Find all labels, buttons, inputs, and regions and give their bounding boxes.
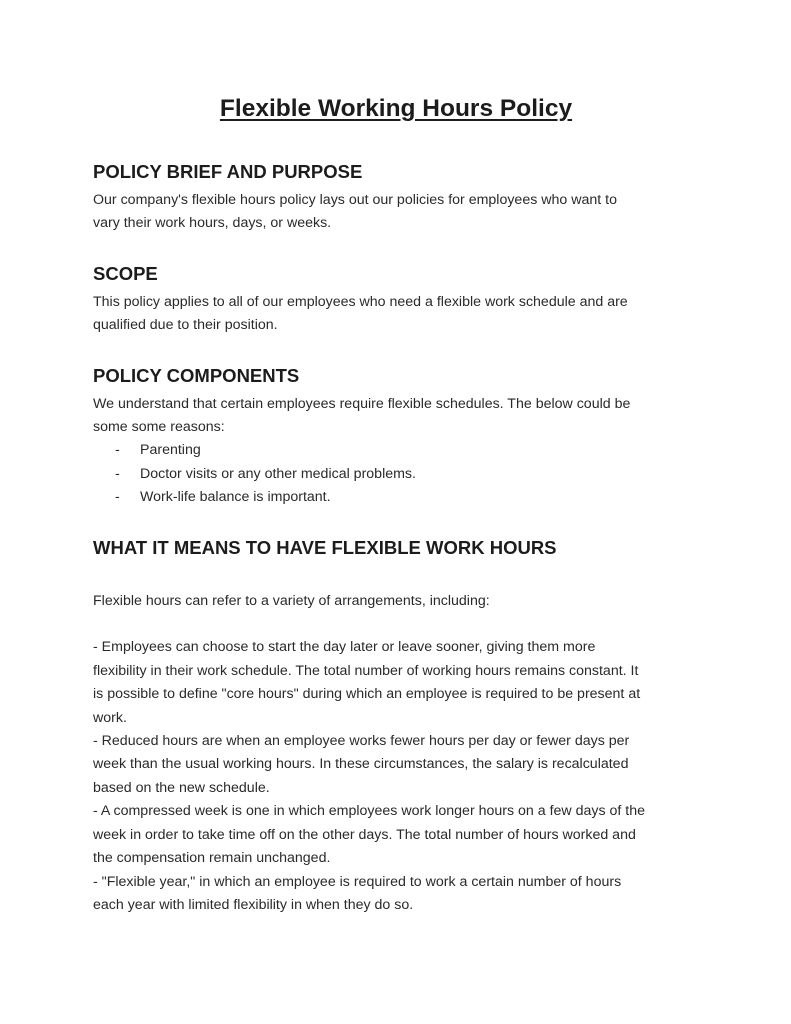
list-item	[115, 486, 699, 509]
reasons-list	[93, 439, 699, 509]
list-item-text: Doctor visits or any other medical problems.	[140, 465, 416, 482]
paragraph-line: week in order to take time off on the other days. The total number of hours worked and	[93, 826, 636, 843]
section-scope	[93, 262, 699, 338]
section-policy-brief	[93, 160, 699, 236]
paragraph-line: some some reasons:	[93, 419, 225, 436]
paragraph-line: - A compressed week is one in which employees work longer hours on a few days of the	[93, 803, 646, 820]
paragraph-line: Our company's flexible hours policy lays out our policies for employees who want to	[93, 192, 617, 208]
section-heading: POLICY BRIEF AND PURPOSE	[93, 161, 363, 182]
list-item-text: Work-life balance is important.	[140, 489, 331, 506]
paragraph-line: We understand that certain employees require flexible schedules. The below could be	[93, 395, 631, 412]
bullet-dash: -	[115, 465, 120, 482]
paragraph-line: flexibility in their work schedule. The total number of working hours remains constant. It	[93, 662, 639, 679]
list-item	[115, 439, 699, 462]
paragraph-line: - Reduced hours are when an employee works fewer hours per day or fewer days per	[93, 733, 630, 750]
document-title: Flexible Working Hours Policy	[219, 95, 573, 122]
section-policy-components	[93, 364, 699, 510]
paragraph-line: work.	[93, 709, 127, 726]
paragraph-line: the compensation remain unchanged.	[93, 850, 331, 867]
bullet-dash: -	[115, 489, 120, 506]
section-heading: SCOPE	[93, 262, 158, 284]
bullet-dash: -	[115, 442, 120, 459]
paragraph-line: - "Flexible year," in which an employee is required to work a certain number of hours	[93, 873, 622, 890]
blank-line	[93, 613, 699, 636]
paragraph-line: week than the usual working hours. In these circumstances, the salary is recalculated	[93, 756, 629, 773]
paragraph-line: is possible to define "core hours" during which an employee is required to be present at	[93, 686, 641, 703]
paragraph-line: each year with limited flexibility in when they do so.	[93, 896, 414, 913]
paragraph-line: This policy applies to all of our employees who need a flexible work schedule and are	[93, 293, 628, 310]
paragraph-line: - Employees can choose to start the day later or leave sooner, giving them more	[93, 639, 596, 656]
paragraph-line: vary their work hours, days, or weeks.	[93, 215, 332, 232]
list-item-text: Parenting	[140, 442, 201, 459]
section-heading: WHAT IT MEANS TO HAVE FLEXIBLE WORK HOURS	[93, 536, 557, 558]
section-heading: POLICY COMPONENTS	[93, 364, 300, 386]
intro-line: Flexible hours can refer to a variety of arrangements, including:	[93, 592, 490, 609]
paragraph-line: qualified due to their position.	[93, 317, 278, 334]
list-item	[115, 463, 699, 486]
paragraph-line: based on the new schedule.	[93, 779, 270, 796]
section-flexible-work-hours	[93, 536, 699, 918]
